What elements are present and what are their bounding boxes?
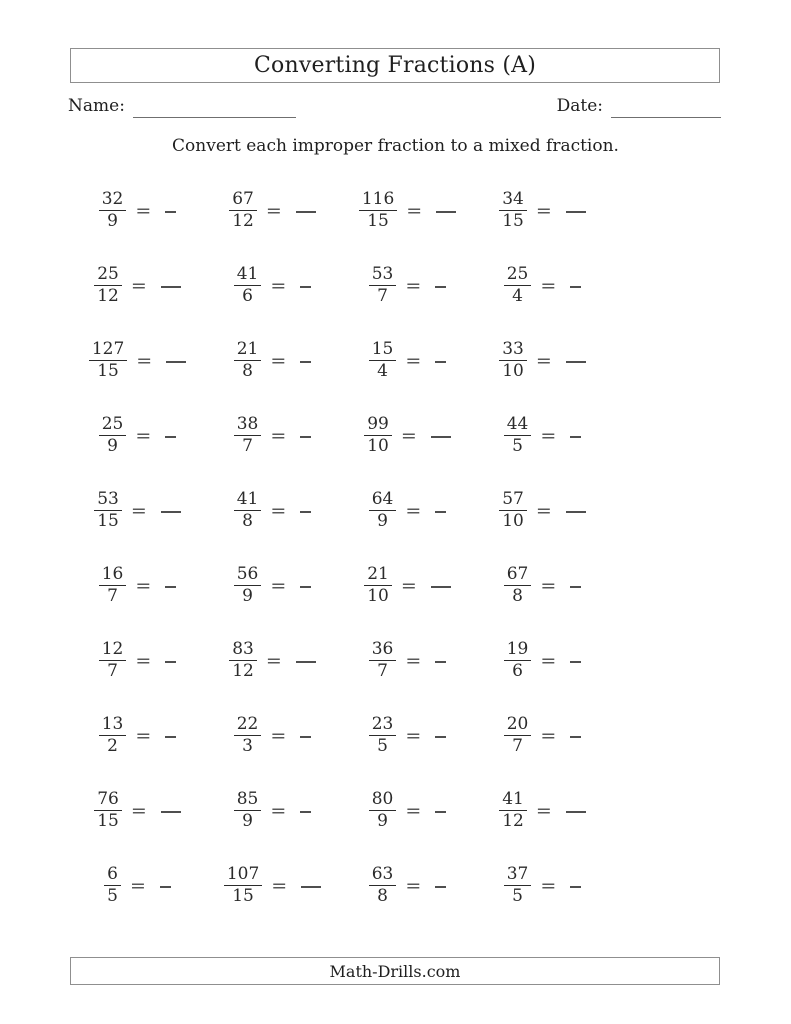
fraction-numerator: 33 (499, 340, 527, 361)
equals-sign: = (540, 649, 557, 672)
fraction-denominator: 4 (512, 286, 523, 306)
equals-sign: = (270, 424, 287, 447)
problem (340, 473, 475, 548)
equals-sign: = (540, 424, 557, 447)
fraction-numerator: 21 (234, 340, 262, 361)
fraction (504, 565, 532, 606)
name-field-group (68, 96, 296, 118)
fraction-denominator: 7 (107, 661, 118, 681)
fraction-numerator: 64 (369, 490, 397, 511)
problem (70, 398, 205, 473)
fraction-denominator: 7 (107, 586, 118, 606)
answer-blank (435, 661, 446, 663)
footer-box (70, 957, 720, 985)
fraction (99, 715, 127, 756)
problem (475, 623, 610, 698)
date-field-group (557, 96, 721, 118)
fraction-numerator: 99 (364, 415, 392, 436)
equals-sign: = (405, 349, 422, 372)
answer-blank (165, 436, 176, 438)
equals-sign: = (405, 649, 422, 672)
fraction-numerator: 63 (369, 865, 397, 886)
equals-sign: = (270, 274, 287, 297)
fraction-denominator: 12 (232, 661, 254, 681)
answer-blank (300, 286, 311, 288)
fraction-numerator: 23 (369, 715, 397, 736)
fraction-numerator: 80 (369, 790, 397, 811)
fraction (94, 790, 122, 831)
fraction (234, 490, 262, 531)
fraction-numerator: 20 (504, 715, 532, 736)
problem (340, 323, 475, 398)
fraction (499, 340, 527, 381)
problem (340, 848, 475, 923)
fraction-denominator: 8 (242, 361, 253, 381)
fraction-denominator: 15 (232, 886, 254, 906)
problem (205, 623, 340, 698)
fraction-numerator: 16 (99, 565, 127, 586)
answer-blank (570, 736, 581, 738)
equals-sign: = (535, 349, 552, 372)
equals-sign: = (535, 199, 552, 222)
problem (205, 773, 340, 848)
fraction (99, 190, 127, 231)
fraction (234, 415, 262, 456)
answer-blank (435, 286, 446, 288)
equals-sign: = (135, 424, 152, 447)
answer-blank (161, 286, 181, 288)
instruction-text: Convert each improper fraction to a mixed fraction. (172, 136, 619, 156)
answer-blank (435, 736, 446, 738)
fraction-denominator: 6 (242, 286, 253, 306)
equals-sign: = (405, 724, 422, 747)
problem (70, 173, 205, 248)
answer-blank (296, 661, 316, 663)
fraction (234, 340, 262, 381)
fraction (499, 190, 527, 231)
problem (70, 773, 205, 848)
fraction-denominator: 5 (512, 436, 523, 456)
fraction-denominator: 9 (377, 511, 388, 531)
fraction-numerator: 41 (234, 490, 262, 511)
answer-blank (570, 586, 581, 588)
problems-grid (70, 173, 610, 923)
answer-blank (300, 436, 311, 438)
answer-blank (300, 511, 311, 513)
fraction-denominator: 7 (512, 736, 523, 756)
problem (340, 548, 475, 623)
problem (340, 773, 475, 848)
fraction (234, 715, 262, 756)
equals-sign: = (535, 799, 552, 822)
fraction-numerator: 76 (94, 790, 122, 811)
fraction-denominator: 8 (512, 586, 523, 606)
answer-blank (431, 436, 451, 438)
fraction-denominator: 9 (107, 436, 118, 456)
equals-sign: = (136, 349, 153, 372)
fraction (504, 415, 532, 456)
fraction-numerator: 25 (94, 265, 122, 286)
fraction (364, 415, 392, 456)
fraction-denominator: 7 (377, 661, 388, 681)
equals-sign: = (405, 499, 422, 522)
fraction-denominator: 12 (97, 286, 119, 306)
answer-blank (431, 586, 451, 588)
fraction-numerator: 19 (504, 640, 532, 661)
equals-sign: = (129, 874, 146, 897)
answer-blank (161, 511, 181, 513)
fraction (369, 490, 397, 531)
fraction-denominator: 6 (512, 661, 523, 681)
answer-blank (166, 361, 186, 363)
answer-blank (165, 586, 176, 588)
fraction-denominator: 5 (107, 886, 118, 906)
answer-blank (566, 811, 586, 813)
problem (340, 248, 475, 323)
fraction-denominator: 15 (97, 811, 119, 831)
problem (70, 848, 205, 923)
fraction-denominator: 2 (107, 736, 118, 756)
fraction-denominator: 8 (242, 511, 253, 531)
problem (475, 323, 610, 398)
equals-sign: = (400, 574, 417, 597)
answer-blank (301, 886, 321, 888)
fraction-denominator: 9 (377, 811, 388, 831)
answer-blank (435, 511, 446, 513)
fraction (359, 190, 397, 231)
fraction (234, 790, 262, 831)
fraction-denominator: 8 (377, 886, 388, 906)
fraction (499, 790, 527, 831)
problem (70, 698, 205, 773)
fraction (234, 565, 262, 606)
equals-sign: = (405, 274, 422, 297)
problem (340, 398, 475, 473)
answer-blank (300, 361, 311, 363)
equals-sign: = (265, 649, 282, 672)
fraction-numerator: 107 (224, 865, 262, 886)
answer-blank (566, 361, 586, 363)
fraction (94, 265, 122, 306)
fraction-denominator: 9 (107, 211, 118, 231)
fraction (94, 490, 122, 531)
problem (475, 773, 610, 848)
answer-blank (160, 886, 171, 888)
fraction-numerator: 41 (499, 790, 527, 811)
problem (475, 698, 610, 773)
answer-blank (435, 886, 446, 888)
problem (205, 473, 340, 548)
fraction (229, 640, 257, 681)
answer-blank (570, 886, 581, 888)
equals-sign: = (540, 724, 557, 747)
equals-sign: = (406, 199, 423, 222)
answer-blank (161, 811, 181, 813)
problem (340, 623, 475, 698)
equals-sign: = (130, 274, 147, 297)
fraction (234, 265, 262, 306)
fraction-numerator: 22 (234, 715, 262, 736)
fraction (89, 340, 127, 381)
problem (475, 173, 610, 248)
fraction-denominator: 15 (502, 211, 524, 231)
fraction-numerator: 25 (504, 265, 532, 286)
answer-blank (570, 661, 581, 663)
equals-sign: = (135, 649, 152, 672)
equals-sign: = (540, 574, 557, 597)
fraction-denominator: 12 (232, 211, 254, 231)
equals-sign: = (135, 199, 152, 222)
equals-sign: = (265, 199, 282, 222)
footer-site-name: Math-Drills.com (329, 961, 461, 981)
problem (205, 173, 340, 248)
fraction (364, 565, 392, 606)
fraction (224, 865, 262, 906)
answer-blank (566, 511, 586, 513)
equals-sign: = (270, 349, 287, 372)
answer-blank (566, 211, 586, 213)
fraction-numerator: 6 (104, 865, 121, 886)
fraction-denominator: 7 (377, 286, 388, 306)
fraction-numerator: 38 (234, 415, 262, 436)
answer-blank (300, 811, 311, 813)
answer-blank (296, 211, 316, 213)
fraction-numerator: 53 (369, 265, 397, 286)
fraction (369, 340, 397, 381)
problem (340, 698, 475, 773)
fraction (369, 865, 397, 906)
fraction-denominator: 10 (367, 586, 389, 606)
problem (70, 323, 205, 398)
problem (205, 698, 340, 773)
problem (475, 398, 610, 473)
fraction-numerator: 116 (359, 190, 397, 211)
fraction-denominator: 15 (97, 361, 119, 381)
equals-sign: = (270, 499, 287, 522)
name-label: Name: (68, 96, 125, 116)
fraction-numerator: 34 (499, 190, 527, 211)
fraction-numerator: 67 (229, 190, 257, 211)
page-title: Converting Fractions (A) (254, 53, 536, 78)
fraction-denominator: 9 (242, 586, 253, 606)
answer-blank (300, 736, 311, 738)
problem (205, 848, 340, 923)
problem (205, 248, 340, 323)
answer-blank (300, 586, 311, 588)
fraction (99, 640, 127, 681)
fraction-denominator: 10 (367, 436, 389, 456)
name-date-row (68, 96, 721, 118)
fraction-numerator: 32 (99, 190, 127, 211)
fraction (504, 865, 532, 906)
fraction (504, 265, 532, 306)
equals-sign: = (130, 799, 147, 822)
fraction-denominator: 12 (502, 811, 524, 831)
fraction-denominator: 4 (377, 361, 388, 381)
fraction-denominator: 7 (242, 436, 253, 456)
fraction-numerator: 83 (229, 640, 257, 661)
fraction-numerator: 53 (94, 490, 122, 511)
date-label: Date: (556, 96, 603, 116)
problem (70, 248, 205, 323)
equals-sign: = (405, 799, 422, 822)
fraction-numerator: 41 (234, 265, 262, 286)
answer-blank (570, 286, 581, 288)
problem (475, 248, 610, 323)
fraction (499, 490, 527, 531)
equals-sign: = (540, 274, 557, 297)
fraction-numerator: 127 (89, 340, 127, 361)
equals-sign: = (405, 874, 422, 897)
fraction (504, 640, 532, 681)
fraction-denominator: 9 (242, 811, 253, 831)
problem (475, 473, 610, 548)
equals-sign: = (271, 874, 288, 897)
problem (70, 473, 205, 548)
fraction-denominator: 15 (97, 511, 119, 531)
fraction (504, 715, 532, 756)
fraction-numerator: 25 (99, 415, 127, 436)
fraction-numerator: 15 (369, 340, 397, 361)
fraction-numerator: 56 (234, 565, 262, 586)
fraction-denominator: 5 (512, 886, 523, 906)
fraction (229, 190, 257, 231)
answer-blank (435, 811, 446, 813)
equals-sign: = (270, 724, 287, 747)
answer-blank (436, 211, 456, 213)
fraction (369, 790, 397, 831)
fraction-denominator: 10 (502, 361, 524, 381)
fraction (369, 715, 397, 756)
title-box (70, 48, 720, 83)
equals-sign: = (270, 799, 287, 822)
date-blank-line (611, 98, 721, 118)
answer-blank (165, 211, 176, 213)
problem (70, 548, 205, 623)
problem (205, 323, 340, 398)
fraction (369, 265, 397, 306)
fraction-numerator: 85 (234, 790, 262, 811)
equals-sign: = (400, 424, 417, 447)
fraction-denominator: 5 (377, 736, 388, 756)
problem (475, 848, 610, 923)
fraction-numerator: 36 (369, 640, 397, 661)
name-blank-line (133, 98, 296, 118)
problem (475, 548, 610, 623)
fraction-numerator: 44 (504, 415, 532, 436)
problem (340, 173, 475, 248)
problem (70, 623, 205, 698)
fraction-numerator: 67 (504, 565, 532, 586)
fraction-denominator: 10 (502, 511, 524, 531)
equals-sign: = (135, 724, 152, 747)
fraction (104, 865, 121, 906)
equals-sign: = (270, 574, 287, 597)
fraction (99, 565, 127, 606)
problem (205, 398, 340, 473)
fraction (369, 640, 397, 681)
answer-blank (165, 736, 176, 738)
answer-blank (570, 436, 581, 438)
fraction-numerator: 13 (99, 715, 127, 736)
equals-sign: = (540, 874, 557, 897)
equals-sign: = (130, 499, 147, 522)
fraction-numerator: 57 (499, 490, 527, 511)
equals-sign: = (535, 499, 552, 522)
fraction-denominator: 3 (242, 736, 253, 756)
answer-blank (435, 361, 446, 363)
answer-blank (165, 661, 176, 663)
fraction-numerator: 21 (364, 565, 392, 586)
problem (205, 548, 340, 623)
fraction-numerator: 12 (99, 640, 127, 661)
fraction-denominator: 15 (367, 211, 389, 231)
fraction (99, 415, 127, 456)
equals-sign: = (135, 574, 152, 597)
fraction-numerator: 37 (504, 865, 532, 886)
